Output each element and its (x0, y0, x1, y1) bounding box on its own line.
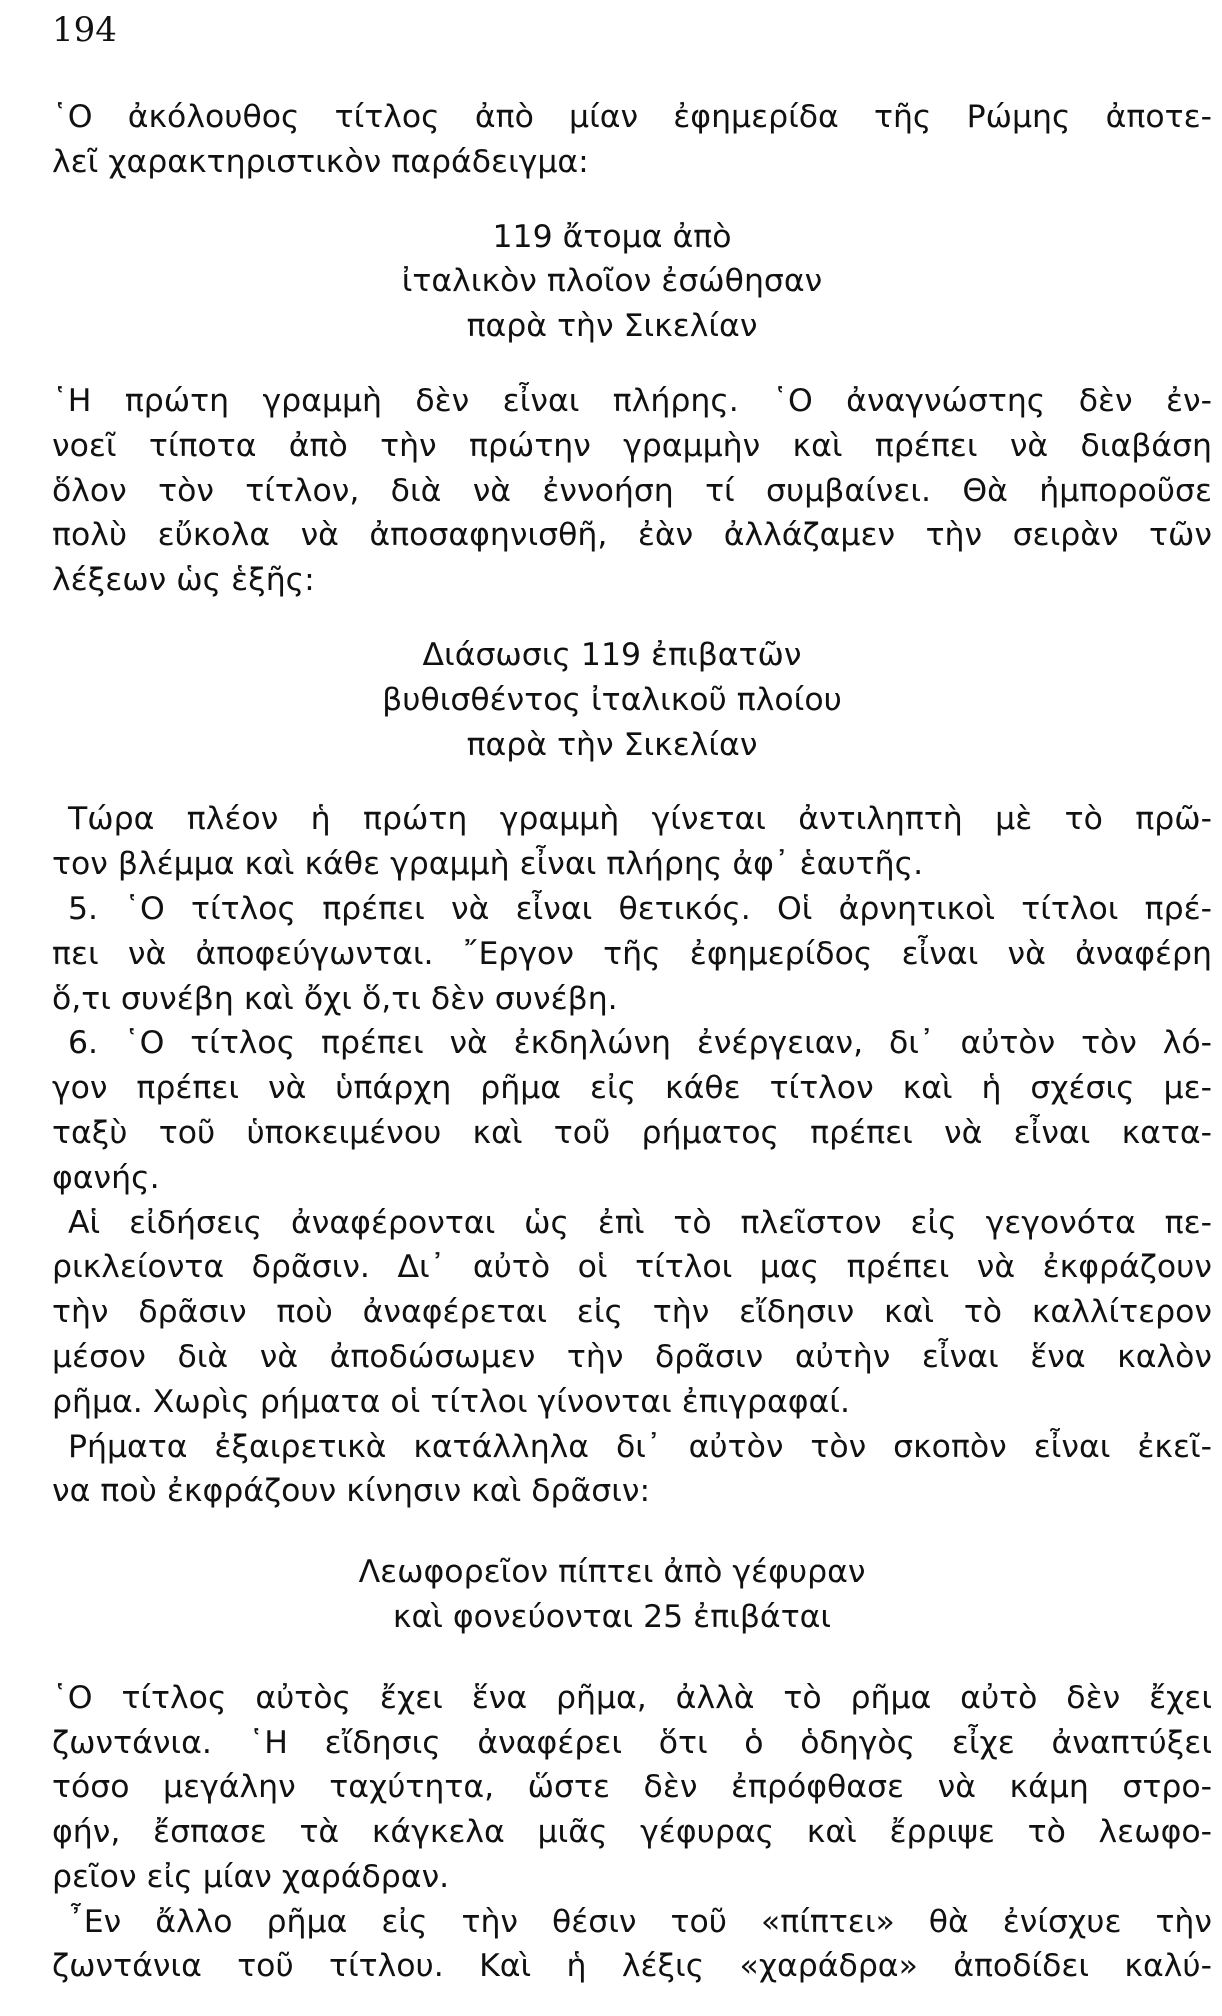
text-line: 6. ῾Ο τίτλος πρέπει νὰ ἐκδηλώνη ἐνέργειαν, δι᾿ αὐτὸν τὸν λό- (68, 1025, 1212, 1062)
headline-example-line: 119 ἄτομα ἀπὸ (492, 218, 732, 255)
text-line: νοεῖ τίποτα ἀπὸ τὴν πρώτην γραμμὴν καὶ πρέπει νὰ διαβάση (52, 427, 1212, 464)
text-line: να ποὺ ἐκφράζουν κίνησιν καὶ δρᾶσιν: (52, 1473, 651, 1510)
text-line: ζωντάνια. ῾Η εἴδησις ἀναφέρει ὅτι ὁ ὁδηγὸς εἶχε ἀναπτύξει (52, 1724, 1212, 1761)
text-line: γον πρέπει νὰ ὑπάρχη ρῆμα εἰς κάθε τίτλον καὶ ἡ σχέσις με- (52, 1070, 1212, 1107)
text-line: ὅ,τι συνέβη καὶ ὄχι ὅ,τι δὲν συνέβη. (52, 980, 618, 1017)
headline-example-line: καὶ φονεύονται 25 ἐπιβάται (392, 1598, 832, 1635)
text-line: πολὺ εὔκολα νὰ ἀποσαφηνισθῆ, ἐὰν ἀλλάζαμεν τὴν σειρὰν τῶν (52, 517, 1212, 554)
headline-example-line: ἰταλικὸν πλοῖον ἐσώθησαν (401, 263, 823, 300)
headline-example-line: βυθισθέντος ἰταλικοῦ πλοίου (382, 681, 842, 718)
text-line: φήν, ἔσπασε τὰ κάγκελα μιᾶς γέφυρας καὶ ἔρριψε τὸ λεωφο- (52, 1814, 1212, 1851)
text-line: ρῆμα. Χωρὶς ρήματα οἱ τίτλοι γίνονται ἐπιγραφαί. (52, 1383, 850, 1420)
headline-example-line: Λεωφορεῖον πίπτει ἀπὸ γέφυραν (358, 1554, 866, 1591)
headline-example-line: παρὰ τὴν Σικελίαν (466, 308, 758, 345)
text-line: 5. ῾Ο τίτλος πρέπει νὰ εἶναι θετικός. Οἱ ἀρνητικοὶ τίτλοι πρέ- (68, 890, 1212, 927)
text-line: ρικλείοντα δρᾶσιν. Δι᾿ αὐτὸ οἱ τίτλοι μας πρέπει νὰ ἐκφράζουν (52, 1249, 1212, 1286)
text-line: Αἱ εἰδήσεις ἀναφέρονται ὡς ἐπὶ τὸ πλεῖστον εἰς γεγονότα πε- (68, 1204, 1212, 1241)
text-line: λέξεων ὡς ἑξῆς: (52, 562, 315, 599)
text-line: ῾Ο ἀκόλουθος τίτλος ἀπὸ μίαν ἐφημερίδα τῆς Ρώμης ἀποτε- (52, 99, 1212, 135)
page-number: 194 (52, 10, 117, 50)
text-line: τόσο μεγάλην ταχύτητα, ὥστε δὲν ἐπρόφθασε νὰ κάμη στρο- (52, 1769, 1212, 1806)
text-line: ρεῖον εἰς μίαν χαράδραν. (52, 1858, 450, 1895)
text-line: τὴν δρᾶσιν ποὺ ἀναφέρεται εἰς τὴν εἴδησιν καὶ τὸ καλλίτερον (52, 1294, 1212, 1331)
text-line: λεῖ χαρακτηριστικὸν παράδειγμα: (52, 143, 589, 180)
text-line: ῾Ο τίτλος αὐτὸς ἔχει ἕνα ρῆμα, ἀλλὰ τὸ ρῆμα αὐτὸ δὲν ἔχει (52, 1679, 1212, 1716)
text-line: μέσον διὰ νὰ ἀποδώσωμεν τὴν δρᾶσιν αὐτὴν εἶναι ἕνα καλὸν (52, 1338, 1212, 1375)
text-line: ῾Η πρώτη γραμμὴ δὲν εἶναι πλήρης. ῾Ο ἀναγνώστης δὲν ἐν- (52, 382, 1212, 419)
text-line: Τώρα πλέον ἡ πρώτη γραμμὴ γίνεται ἀντιληπτὴ μὲ τὸ πρῶ- (68, 801, 1212, 838)
text-line: πει νὰ ἀποφεύγωνται. ῎Εργον τῆς ἐφημερίδος εἶναι νὰ ἀναφέρη (52, 935, 1212, 972)
text-line: ταξὺ τοῦ ὑποκειμένου καὶ τοῦ ρήματος πρέπει νὰ εἶναι κατα- (52, 1114, 1212, 1151)
text-line: Ρήματα ἐξαιρετικὰ κατάλληλα δι᾿ αὐτὸν τὸν σκοπὸν εἶναι ἐκεῖ- (68, 1428, 1212, 1465)
text-line: ζωντάνια τοῦ τίτλου. Καὶ ἡ λέξις «χαράδρα» ἀποδίδει καλύ- (52, 1948, 1212, 1985)
headline-example-line: Διάσωσις 119 ἐπιβατῶν (422, 636, 802, 673)
text-line: τον βλέμμα καὶ κάθε γραμμὴ εἶναι πλήρης ἀφ᾿ ἑαυτῆς. (52, 846, 924, 883)
page-text (52, 95, 1212, 1989)
text-line: φανής. (52, 1159, 160, 1196)
headline-example-line: παρὰ τὴν Σικελίαν (466, 726, 758, 763)
text-line: ῏Εν ἄλλο ρῆμα εἰς τὴν θέσιν τοῦ «πίπτει» θὰ ἐνίσχυε τὴν (68, 1903, 1212, 1940)
text-line: ὅλον τὸν τίτλον, διὰ νὰ ἐννοήση τί συμβαίνει. Θὰ ἠμποροῦσε (52, 472, 1212, 509)
